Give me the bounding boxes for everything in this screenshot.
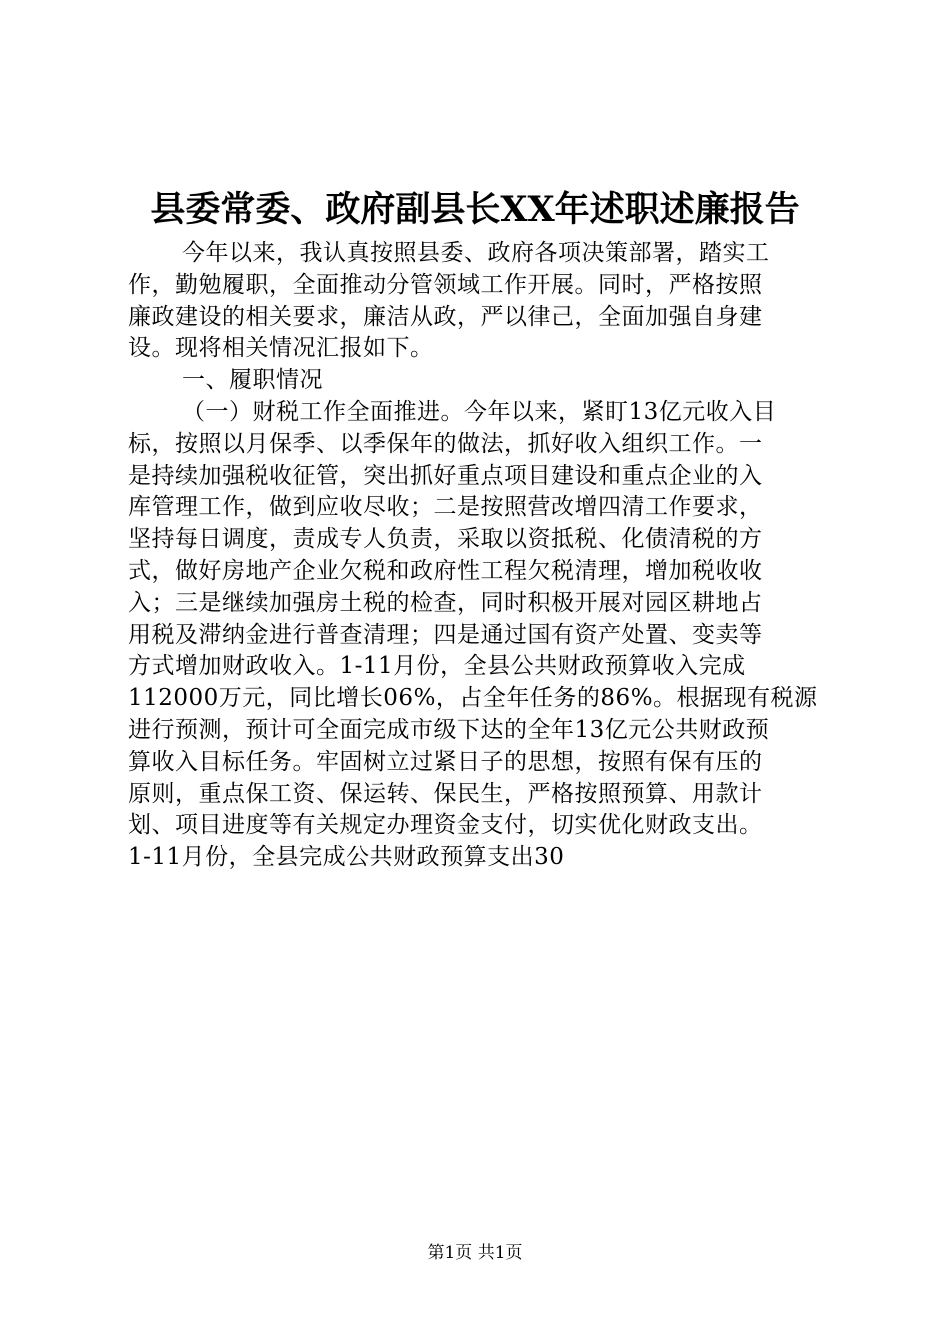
body-line: 112000万元，同比增长06%，占全年任务的86%。根据现有税源: [128, 685, 818, 712]
body-line: 坚持每日调度，责成专人负责，采取以资抵税、化债清税的方: [128, 526, 763, 553]
body-line: 用税及滞纳金进行普查清理；四是通过国有资产处置、变卖等: [128, 621, 763, 648]
body-line: 方式增加财政收入。1-11月份，全县公共财政预算收入完成: [128, 653, 746, 680]
body-line: 设。现将相关情况汇报如下。: [128, 335, 434, 362]
body-line: 1-11月份，全县完成公共财政预算支出30: [128, 844, 565, 871]
section-heading: 一、履职情况: [182, 367, 323, 394]
body-line: 作，勤勉履职，全面推动分管领域工作开展。同时，严格按照: [128, 271, 763, 298]
body-line: 式，做好房地产企业欠税和政府性工程欠税清理，增加税收收: [128, 557, 763, 584]
body-line: 今年以来，我认真按照县委、政府各项决策部署，踏实工: [182, 240, 770, 266]
body-line: （一）财税工作全面推进。今年以来，紧盯13亿元收入目: [182, 398, 777, 425]
body-line: 是持续加强税收征管，突出抓好重点项目建设和重点企业的入: [128, 462, 763, 489]
page-footer: 第1页 共1页: [427, 1243, 523, 1263]
body-line: 入；三是继续加强房土税的检查，同时积极开展对园区耕地占: [128, 589, 763, 616]
body-line: 划、项目进度等有关规定办理资金支付，切实优化财政支出。: [128, 812, 763, 839]
body-line: 算收入目标任务。牢固树立过紧日子的思想，按照有保有压的: [128, 748, 763, 775]
body-line: 廉政建设的相关要求，廉洁从政，严以律己，全面加强自身建: [128, 303, 763, 330]
body-line: 标，按照以月保季、以季保年的做法，抓好收入组织工作。一: [128, 430, 763, 457]
document-body: [128, 238, 838, 874]
body-line: 库管理工作，做到应收尽收；二是按照营改增四清工作要求，: [128, 494, 763, 521]
body-line: 原则，重点保工资、保运转、保民生，严格按照预算、用款计: [128, 780, 763, 807]
body-line: 进行预测，预计可全面完成市级下达的全年13亿元公共财政预: [128, 716, 770, 743]
document-title: 县委常委、政府副县长XX年述职述廉报告: [150, 189, 800, 230]
